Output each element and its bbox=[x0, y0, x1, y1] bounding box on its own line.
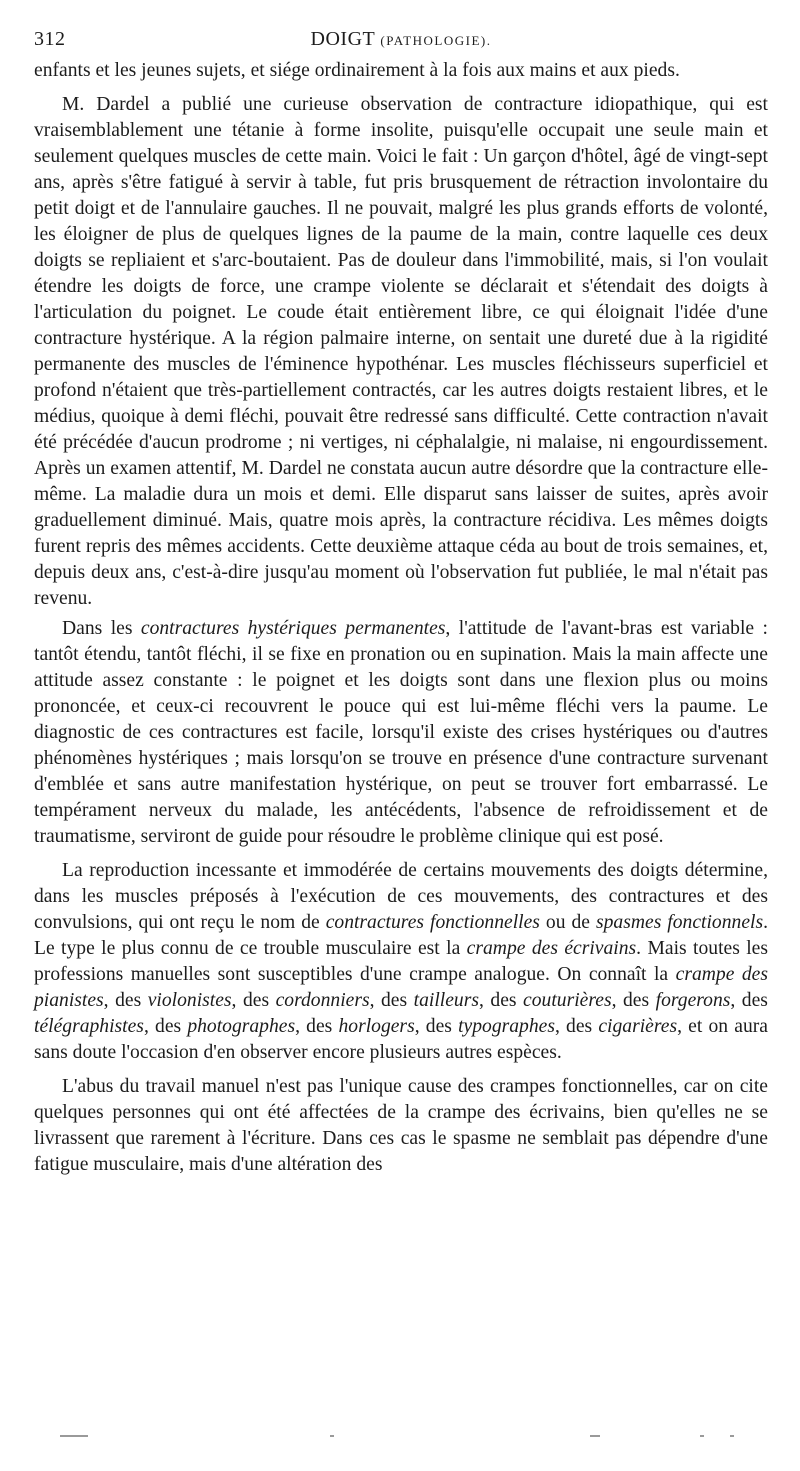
emphasis-term: forgerons bbox=[655, 990, 731, 1011]
emphasis-term: photographes bbox=[187, 1016, 296, 1037]
emphasis-term: crampe des écrivains bbox=[466, 938, 637, 959]
emphasis-term: tailleurs bbox=[413, 990, 479, 1011]
scan-mark bbox=[590, 1435, 600, 1437]
scan-artifact-marks bbox=[60, 1435, 750, 1441]
page-number: 312 bbox=[34, 28, 66, 50]
paragraph-manual-labor: L'abus du travail manuel n'est pas l'unique cause des crampes fonctionnelles, car on cite quelques personnes qui ont été affectées de la crampe des écrivains, bien qu'elles ne se livrassent que rarement à l'écriture. Dans ces cas le spasme ne semblait pas dépendre d'une fatigue musculaire, mais d'une altération des bbox=[34, 1076, 768, 1175]
scan-mark bbox=[330, 1435, 334, 1437]
paragraph-hysterical-contractures: Dans les contractures hystériques permanentes, l'attitude de l'avant-bras est variable : tantôt étendu, tantôt fléchi, il se fixe en pronation ou en supination. Mais la main affecte une attitude assez constante : le poignet et les doigts sont dans une flexion plus ou moins prononcée, et ceux-ci recouvrent le pouce qui est lui-même fléchi vers la paume. Le diagnostic de ces contractures est facile, lorsqu'il existe des crises hystériques ou d'autres phénomènes hystériques ; mais lorsqu'on se trouve en présence d'une contracture survenant d'emblée et sans autre manifestation hystérique, on peut se trouver fort embarrassé. Le tempérament nerveux du malade, les antécédents, l'absence de refroidissement et de traumatisme, serviront de guide pour résoudre le problème clinique qui est posé. bbox=[34, 618, 768, 847]
emphasis-term: télégraphistes bbox=[34, 1016, 144, 1037]
emphasis-term: typographes bbox=[458, 1016, 555, 1037]
paragraph-dardel-observation: M. Dardel a publié une curieuse observation de contracture idiopathique, qui est vraisemblablement une tétanie à forme insolite, puisqu'elle occupait une seule main et seulement quelques muscles de cette main. Voici le fait : Un garçon d'hôtel, âgé de vingt-sept ans, après s'être fatigué à servir à table, fut pris brusquement de rétraction involontaire du petit doigt et de l'annulaire gauches. Il ne pouvait, malgré les plus grands efforts de volonté, les éloigner de plus de quelques lignes de la paume de la main, contre laquelle ces deux doigts se repliaient et s'arc-boutaient. Pas de douleur dans l'immobilité, mais, si l'on voulait étendre les doigts de force, une crampe violente se déclarait et s'étendait des doigts à l'articulation du poignet. Le coude était entièrement libre, ce qui éloignait l'idée d'une contracture hystérique. A la région palmaire interne, on sentait une dureté due à la rigidité permanente des muscles de l'éminence hypothénar. Les muscles fléchisseurs superficiel et profond n'étaient que très-partiellement contractés, car les autres doigts restaient libres, et le médius, quoique à demi fléchi, pouvait être redressé sans difficulté. Cette contraction n'avait été précédée d'aucun prodrome ; ni vertiges, ni céphalalgie, ni malaise, ni engourdissement. Après un examen attentif, M. Dardel ne constata aucun autre désordre que la contracture elle-même. La maladie dura un mois et demi. Elle disparut sans laisser de suites, après avoir graduellement diminué. Mais, quatre mois après, la contracture récidiva. Les mêmes doigts furent repris des mêmes accidents. Cette deuxième attaque céda au bout de trois semaines, et, depuis deux ans, c'est-à-dire jusqu'au moment où l'observation fut publiée, le mal n'était pas revenu. bbox=[34, 94, 768, 609]
emphasis-term: couturières bbox=[523, 990, 612, 1011]
emphasis-term: cigarières bbox=[598, 1016, 678, 1037]
book-page bbox=[34, 28, 768, 1186]
emphasis-term: spasmes fonctionnels bbox=[596, 912, 764, 933]
emphasis-term: horlogers bbox=[338, 1016, 415, 1037]
emphasis-term: crampe des pianistes bbox=[34, 964, 768, 1011]
scan-mark bbox=[60, 1435, 88, 1437]
emphasis-term: contractures fonctionnelles bbox=[325, 912, 540, 933]
running-head-title: DOIGT bbox=[310, 28, 375, 50]
emphasis-term: violonistes bbox=[147, 990, 232, 1011]
page-header bbox=[34, 28, 768, 58]
scan-mark bbox=[730, 1435, 734, 1437]
emphasis-term: cordonniers bbox=[275, 990, 370, 1011]
paragraph-functional-contractures: La reproduction incessante et immodérée de certains mouvements des doigts détermine, dans les muscles préposés à l'exécution de ces mouvements, des contractures et des convulsions, qui ont reçu le nom de contractures fonctionnelles ou de spasmes fonctionnels. Le type le plus connu de ce trouble musculaire est la crampe des écrivains. Mais toutes les professions manuelles sont susceptibles d'une crampe analogue. On connaît la crampe des pianistes, des violonistes, des cordonniers, des tailleurs, des couturières, des forgerons, des télégraphistes, des photographes, des horlogers, des typographes, des cigarières, et on aura sans doute l'occasion d'en observer encore plusieurs autres espèces. bbox=[34, 860, 769, 1063]
body-text bbox=[34, 58, 768, 1178]
running-head-subtitle: (PATHOLOGIE). bbox=[380, 33, 492, 48]
emphasis-term: contractures hystériques permanentes bbox=[140, 618, 446, 639]
paragraph-continuation: enfants et les jeunes sujets, et siége ordinairement à la fois aux mains et aux pieds. bbox=[34, 60, 680, 81]
scan-mark bbox=[700, 1435, 704, 1437]
running-head bbox=[34, 28, 768, 51]
